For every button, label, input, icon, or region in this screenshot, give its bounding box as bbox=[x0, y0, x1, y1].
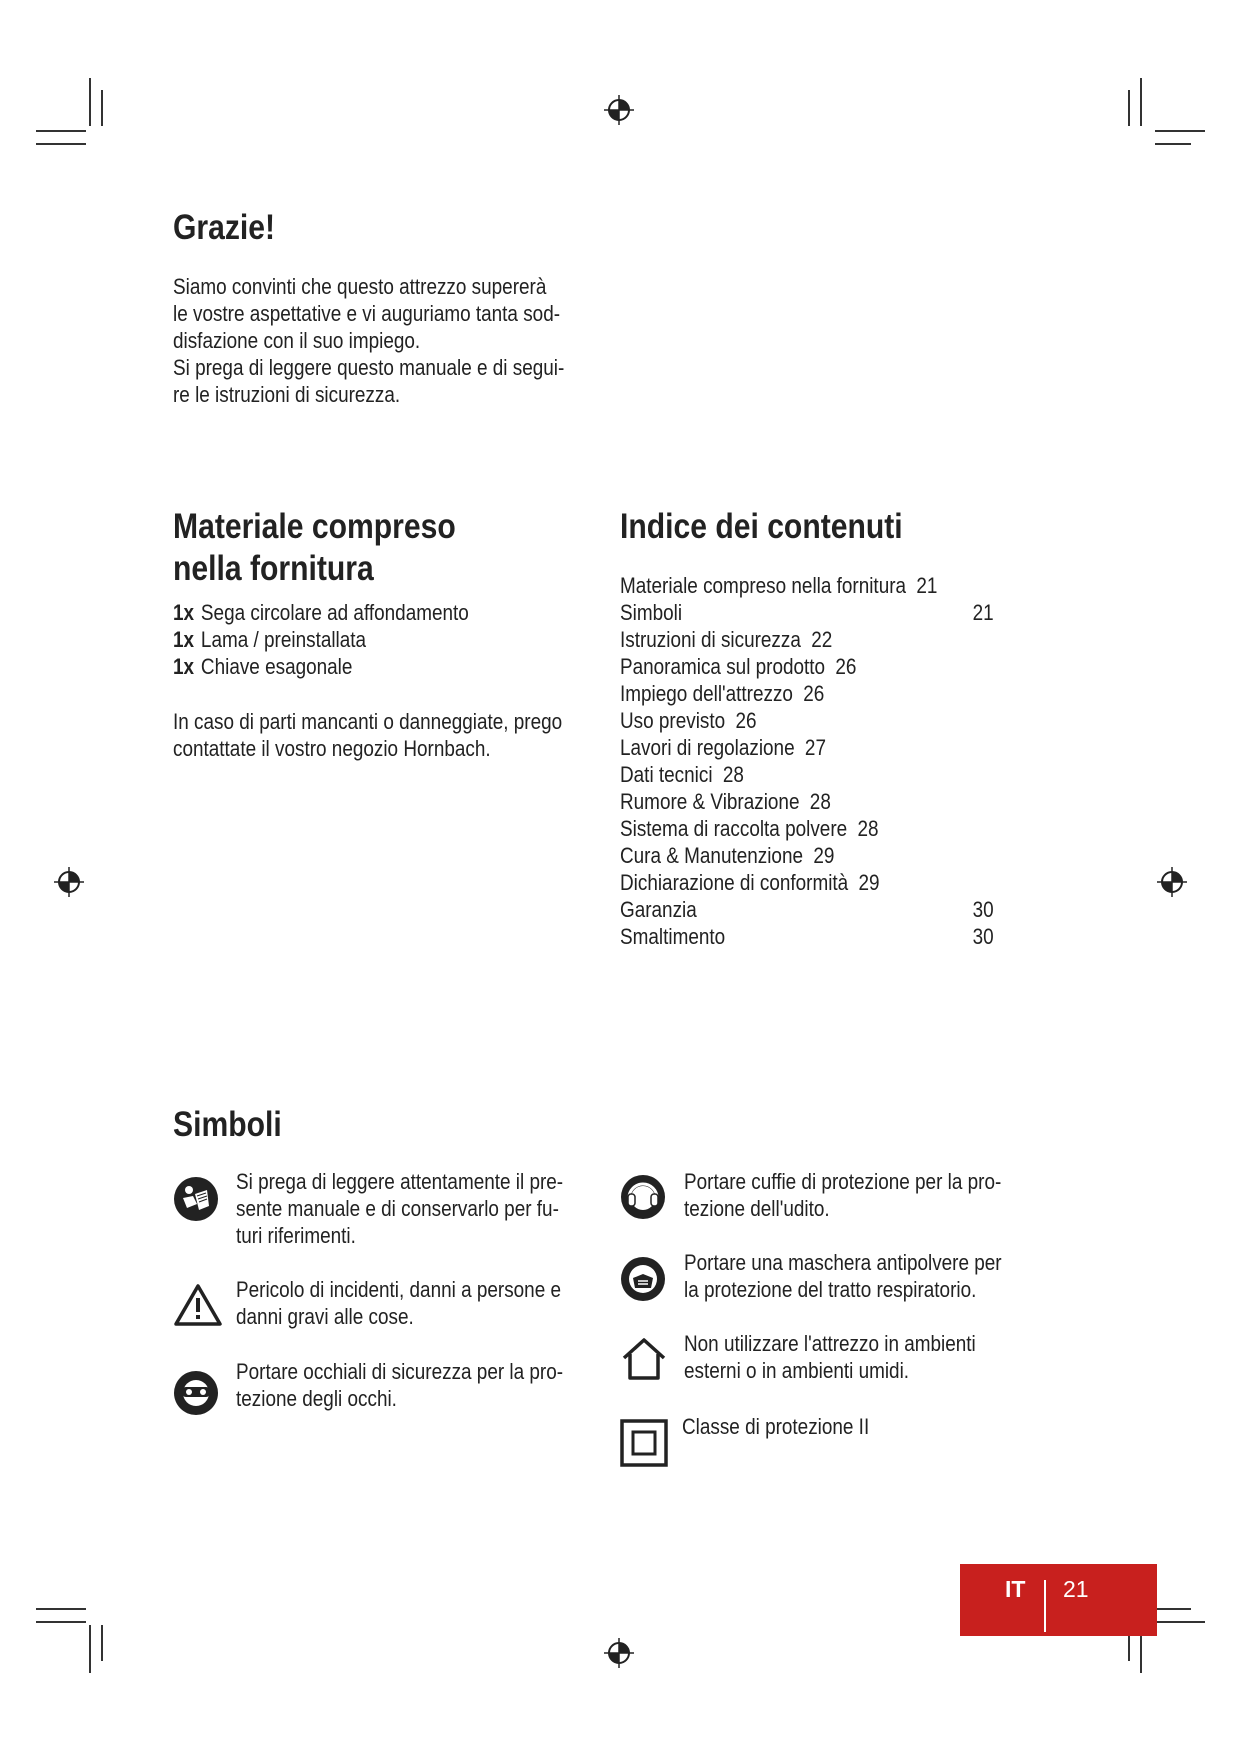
toc-entry bbox=[620, 896, 998, 923]
warning-triangle-icon bbox=[173, 1283, 223, 1327]
symbol-text-line: danni gravi alle cose. bbox=[236, 1304, 414, 1329]
toc-entry bbox=[620, 842, 998, 869]
symbol-text bbox=[236, 1168, 632, 1249]
toc-entry-label: Cura & Manutenzione bbox=[620, 843, 804, 868]
crop-mark bbox=[89, 1625, 91, 1673]
thanks-line: Siamo convinti che questo attrezzo supererà bbox=[173, 274, 547, 299]
toc-entry bbox=[620, 815, 998, 842]
toc-entry-page: 28 bbox=[857, 816, 879, 841]
toc-entry-label: Dichiarazione di conformità bbox=[620, 870, 849, 895]
toc-entry-label: Sistema di raccolta polvere bbox=[620, 816, 848, 841]
toc-entry bbox=[620, 734, 998, 761]
crop-mark bbox=[36, 1608, 86, 1610]
toc-entry bbox=[620, 761, 998, 788]
tab-divider bbox=[1044, 1580, 1046, 1632]
toc-entry-label: Garanzia bbox=[620, 897, 697, 922]
crop-mark bbox=[36, 130, 86, 132]
thanks-line: Si prega di leggere questo manuale e di segui- bbox=[173, 355, 565, 380]
protection-class-ii-icon bbox=[620, 1419, 668, 1467]
crop-mark bbox=[36, 1621, 86, 1623]
toc-entry-page: 27 bbox=[804, 735, 826, 760]
delivery-list bbox=[173, 599, 594, 680]
toc-entry-label: Dati tecnici bbox=[620, 762, 713, 787]
delivery-note-line: In caso di parti mancanti o danneggiate, prego bbox=[173, 709, 563, 734]
symbols-title: Simboli bbox=[173, 1105, 282, 1144]
delivery-item bbox=[173, 626, 594, 653]
delivery-qty: 1x bbox=[173, 627, 195, 652]
page-number: 21 bbox=[1063, 1576, 1089, 1602]
page-tab bbox=[960, 1564, 1157, 1636]
toc-entry bbox=[620, 707, 998, 734]
toc-entry-label: Smaltimento bbox=[620, 924, 726, 949]
crop-mark bbox=[36, 143, 86, 145]
language-code: IT bbox=[1005, 1576, 1026, 1602]
crop-mark bbox=[101, 1625, 103, 1661]
delivery-item bbox=[173, 599, 594, 626]
symbol-text-line: Non utilizzare l'attrezzo in ambienti bbox=[684, 1331, 976, 1356]
registration-mark-icon bbox=[604, 1638, 634, 1668]
toc-entry-page: 29 bbox=[813, 843, 835, 868]
read-manual-icon bbox=[173, 1176, 219, 1222]
delivery-qty: 1x bbox=[173, 654, 195, 679]
crop-mark bbox=[89, 78, 91, 126]
toc-entry-page: 26 bbox=[735, 708, 757, 733]
delivery-item bbox=[173, 653, 594, 680]
thanks-line: re le istruzioni di sicurezza. bbox=[173, 382, 401, 407]
delivery-title-line: nella fornitura bbox=[173, 549, 374, 588]
registration-mark-icon bbox=[54, 867, 84, 897]
toc-title: Indice dei contenuti bbox=[620, 507, 903, 546]
toc-entry bbox=[620, 626, 998, 653]
delivery-note bbox=[173, 708, 603, 762]
thanks-paragraph bbox=[173, 273, 594, 408]
symbol-text bbox=[684, 1168, 1080, 1222]
toc-entry-label: Impiego dell'attrezzo bbox=[620, 681, 793, 706]
crop-mark bbox=[1140, 78, 1142, 126]
toc-entry-page: 28 bbox=[722, 762, 744, 787]
toc-entry-page: 29 bbox=[858, 870, 880, 895]
delivery-title-line: Materiale compreso bbox=[173, 507, 456, 546]
thanks-line: disfazione con il suo impiego. bbox=[173, 328, 421, 353]
delivery-qty: 1x bbox=[173, 600, 195, 625]
crop-mark bbox=[1155, 1608, 1191, 1610]
toc-entry-page: 21 bbox=[916, 573, 938, 598]
registration-mark-icon bbox=[604, 95, 634, 125]
safety-goggles-icon bbox=[173, 1370, 219, 1416]
toc-list bbox=[620, 572, 998, 950]
toc-entry-page: 28 bbox=[809, 789, 831, 814]
registration-mark-icon bbox=[1157, 867, 1187, 897]
crop-mark bbox=[101, 90, 103, 126]
toc-entry bbox=[620, 653, 998, 680]
symbol-text bbox=[684, 1249, 1080, 1303]
symbol-text bbox=[684, 1330, 1080, 1384]
delivery-note-line: contattate il vostro negozio Hornbach. bbox=[173, 736, 491, 761]
toc-entry bbox=[620, 680, 998, 707]
symbol-text-line: Classe di protezione II bbox=[682, 1414, 870, 1439]
symbol-text bbox=[236, 1358, 632, 1412]
ear-protection-icon bbox=[620, 1174, 666, 1220]
toc-entry bbox=[620, 788, 998, 815]
delivery-title bbox=[173, 506, 502, 590]
toc-entry-page: 21 bbox=[972, 600, 994, 625]
symbol-text-line: la protezione del tratto respiratorio. bbox=[684, 1277, 977, 1302]
toc-entry-label: Simboli bbox=[620, 600, 683, 625]
crop-mark bbox=[1128, 90, 1130, 126]
toc-entry bbox=[620, 599, 998, 626]
toc-entry-label: Rumore & Vibrazione bbox=[620, 789, 800, 814]
symbol-text-line: Si prega di leggere attentamente il pre- bbox=[236, 1169, 564, 1194]
dust-mask-icon bbox=[620, 1256, 666, 1302]
delivery-label: Chiave esagonale bbox=[200, 654, 353, 679]
toc-entry-label: Lavori di regolazione bbox=[620, 735, 795, 760]
toc-entry-page: 22 bbox=[811, 627, 833, 652]
toc-entry-label: Uso previsto bbox=[620, 708, 726, 733]
symbol-text-line: sente manuale e di conservarlo per fu- bbox=[236, 1196, 559, 1221]
symbol-text-line: Portare una maschera antipolvere per bbox=[684, 1250, 1002, 1275]
symbol-text-line: Pericolo di incidenti, danni a persone e bbox=[236, 1277, 562, 1302]
crop-mark bbox=[1155, 1621, 1205, 1623]
toc-entry-label: Materiale compreso nella fornitura bbox=[620, 573, 907, 598]
symbol-text bbox=[236, 1276, 640, 1330]
delivery-label: Sega circolare ad affondamento bbox=[200, 600, 469, 625]
symbol-text-line: Portare occhiali di sicurezza per la pro- bbox=[236, 1359, 564, 1384]
toc-entry-label: Panoramica sul prodotto bbox=[620, 654, 826, 679]
thanks-line: le vostre aspettative e vi auguriamo tanta sod- bbox=[173, 301, 561, 326]
crop-mark bbox=[1155, 130, 1205, 132]
toc-entry-page: 30 bbox=[972, 924, 994, 949]
toc-entry-page: 26 bbox=[803, 681, 825, 706]
delivery-label: Lama / preinstallata bbox=[200, 627, 367, 652]
thanks-title: Grazie! bbox=[173, 208, 276, 247]
symbol-text-line: tezione dell'udito. bbox=[684, 1196, 830, 1221]
symbol-text-line: turi riferimenti. bbox=[236, 1223, 356, 1248]
toc-entry bbox=[620, 869, 998, 896]
toc-entry bbox=[620, 923, 998, 950]
indoor-use-only-icon bbox=[620, 1336, 668, 1382]
symbol-text-line: Portare cuffie di protezione per la pro- bbox=[684, 1169, 1002, 1194]
toc-entry-page: 26 bbox=[835, 654, 857, 679]
toc-entry bbox=[620, 572, 998, 599]
toc-entry-label: Istruzioni di sicurezza bbox=[620, 627, 801, 652]
symbol-text-line: esterni o in ambienti umidi. bbox=[684, 1358, 910, 1383]
symbol-text bbox=[682, 1413, 1078, 1440]
crop-mark bbox=[1155, 143, 1191, 145]
toc-entry-page: 30 bbox=[972, 897, 994, 922]
symbol-text-line: tezione degli occhi. bbox=[236, 1386, 397, 1411]
